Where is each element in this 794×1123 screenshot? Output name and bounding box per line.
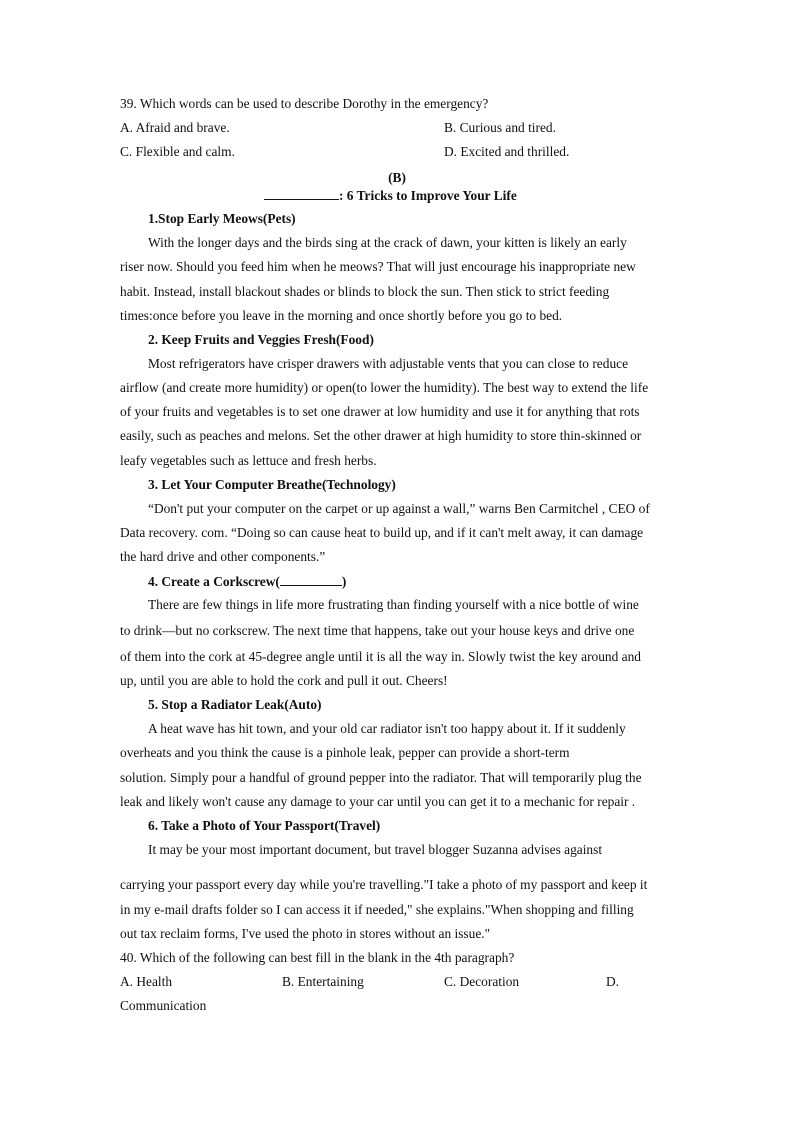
tip4-line: to drink—but no corkscrew. The next time that happens, take out your house keys and drive one	[120, 623, 635, 638]
tip5-line: overheats and you think the cause is a pinhole leak, pepper can provide a short-term	[120, 745, 570, 760]
passage-title-text: : 6 Tricks to Improve Your Life	[339, 188, 517, 203]
title-blank	[264, 187, 339, 200]
tip4-line: of them into the cork at 45-degree angle until it is all the way in. Slowly twist the key around and	[120, 649, 641, 664]
tip1-line: riser now. Should you feed him when he meows? That will just encourage his inappropriate new	[120, 259, 636, 274]
q40-option-a: A. Health	[120, 974, 173, 989]
tip3-heading: 3. Let Your Computer Breathe(Technology)	[148, 477, 396, 492]
tip2-heading: 2. Keep Fruits and Veggies Fresh(Food)	[148, 332, 374, 347]
tip2-line: of your fruits and vegetables is to set one drawer at low humidity and use it for anything that rots	[120, 404, 640, 419]
q39-option-d: D. Excited and thrilled.	[444, 144, 570, 159]
tip5-line: A heat wave has hit town, and your old car radiator isn't too happy about it. If it suddenly	[148, 721, 626, 736]
tip4-heading-close: )	[341, 574, 347, 589]
tip1-heading: 1.Stop Early Meows(Pets)	[148, 211, 296, 226]
tip6-line: It may be your most important document, but travel blogger Suzanna advises against	[148, 842, 603, 857]
tip2-line: Most refrigerators have crisper drawers with adjustable vents that you can close to reduce	[148, 356, 629, 371]
tip4-line: There are few things in life more frustrating than finding yourself with a nice bottle of wine	[148, 597, 639, 612]
tip4-heading-text: 4. Create a Corkscrew(	[148, 574, 280, 589]
tip4-line: up, until you are able to hold the cork and pull it out. Cheers!	[120, 673, 448, 688]
tip1-line: habit. Instead, install blackout shades or blinds to block the sun. Then stick to strict feeding	[120, 284, 610, 299]
passage-title	[264, 187, 517, 204]
tip4-heading	[148, 573, 346, 590]
tip6-line: out tax reclaim forms, I've used the photo in stores without an issue."	[120, 926, 491, 941]
tip3-line: the hard drive and other components.”	[120, 549, 326, 564]
tip6-heading: 6. Take a Photo of Your Passport(Travel)	[148, 818, 381, 833]
tip6-line: carrying your passport every day while you're travelling."I take a photo of my passport and keep it	[120, 877, 648, 892]
q40-option-d-text: Communication	[120, 998, 207, 1013]
tip5-heading: 5. Stop a Radiator Leak(Auto)	[148, 697, 322, 712]
q40-option-b: B. Entertaining	[282, 974, 364, 989]
q40-stem: 40. Which of the following can best fill in the blank in the 4th paragraph?	[120, 950, 515, 965]
q39-option-a: A. Afraid and brave.	[120, 120, 230, 135]
tip3-line: Data recovery. com. “Doing so can cause heat to build up, and if it can't melt away, it can damage	[120, 525, 644, 540]
tip2-line: leafy vegetables such as lettuce and fresh herbs.	[120, 453, 377, 468]
q39-option-b: B. Curious and tired.	[444, 120, 556, 135]
q40-option-d: D.	[606, 974, 620, 989]
tip4-blank	[280, 573, 342, 586]
tip1-line: times:once before you leave in the morning and once shortly before you go to bed.	[120, 308, 563, 323]
q39-option-c: C. Flexible and calm.	[120, 144, 235, 159]
section-label: (B)	[388, 170, 406, 185]
tip2-line: airflow (and create more humidity) or open(to lower the humidity). The best way to extend the life	[120, 380, 649, 395]
tip1-line: With the longer days and the birds sing at the crack of dawn, your kitten is likely an early	[148, 235, 627, 250]
tip5-line: leak and likely won't cause any damage to your car until you can get it to a mechanic for repair .	[120, 794, 636, 809]
tip6-line: in my e-mail drafts folder so I can access it if needed," she explains."When shopping and filling	[120, 902, 634, 917]
tip2-line: easily, such as peaches and melons. Set the other drawer at high humidity to store thin-skinned or	[120, 428, 642, 443]
tip5-line: solution. Simply pour a handful of ground pepper into the radiator. That will temporarily plug the	[120, 770, 642, 785]
q40-option-c: C. Decoration	[444, 974, 520, 989]
tip3-line: “Don't put your computer on the carpet or up against a wall,” warns Ben Carmitchel , CEO of	[148, 501, 650, 516]
q39-stem: 39. Which words can be used to describe Dorothy in the emergency?	[120, 96, 489, 111]
